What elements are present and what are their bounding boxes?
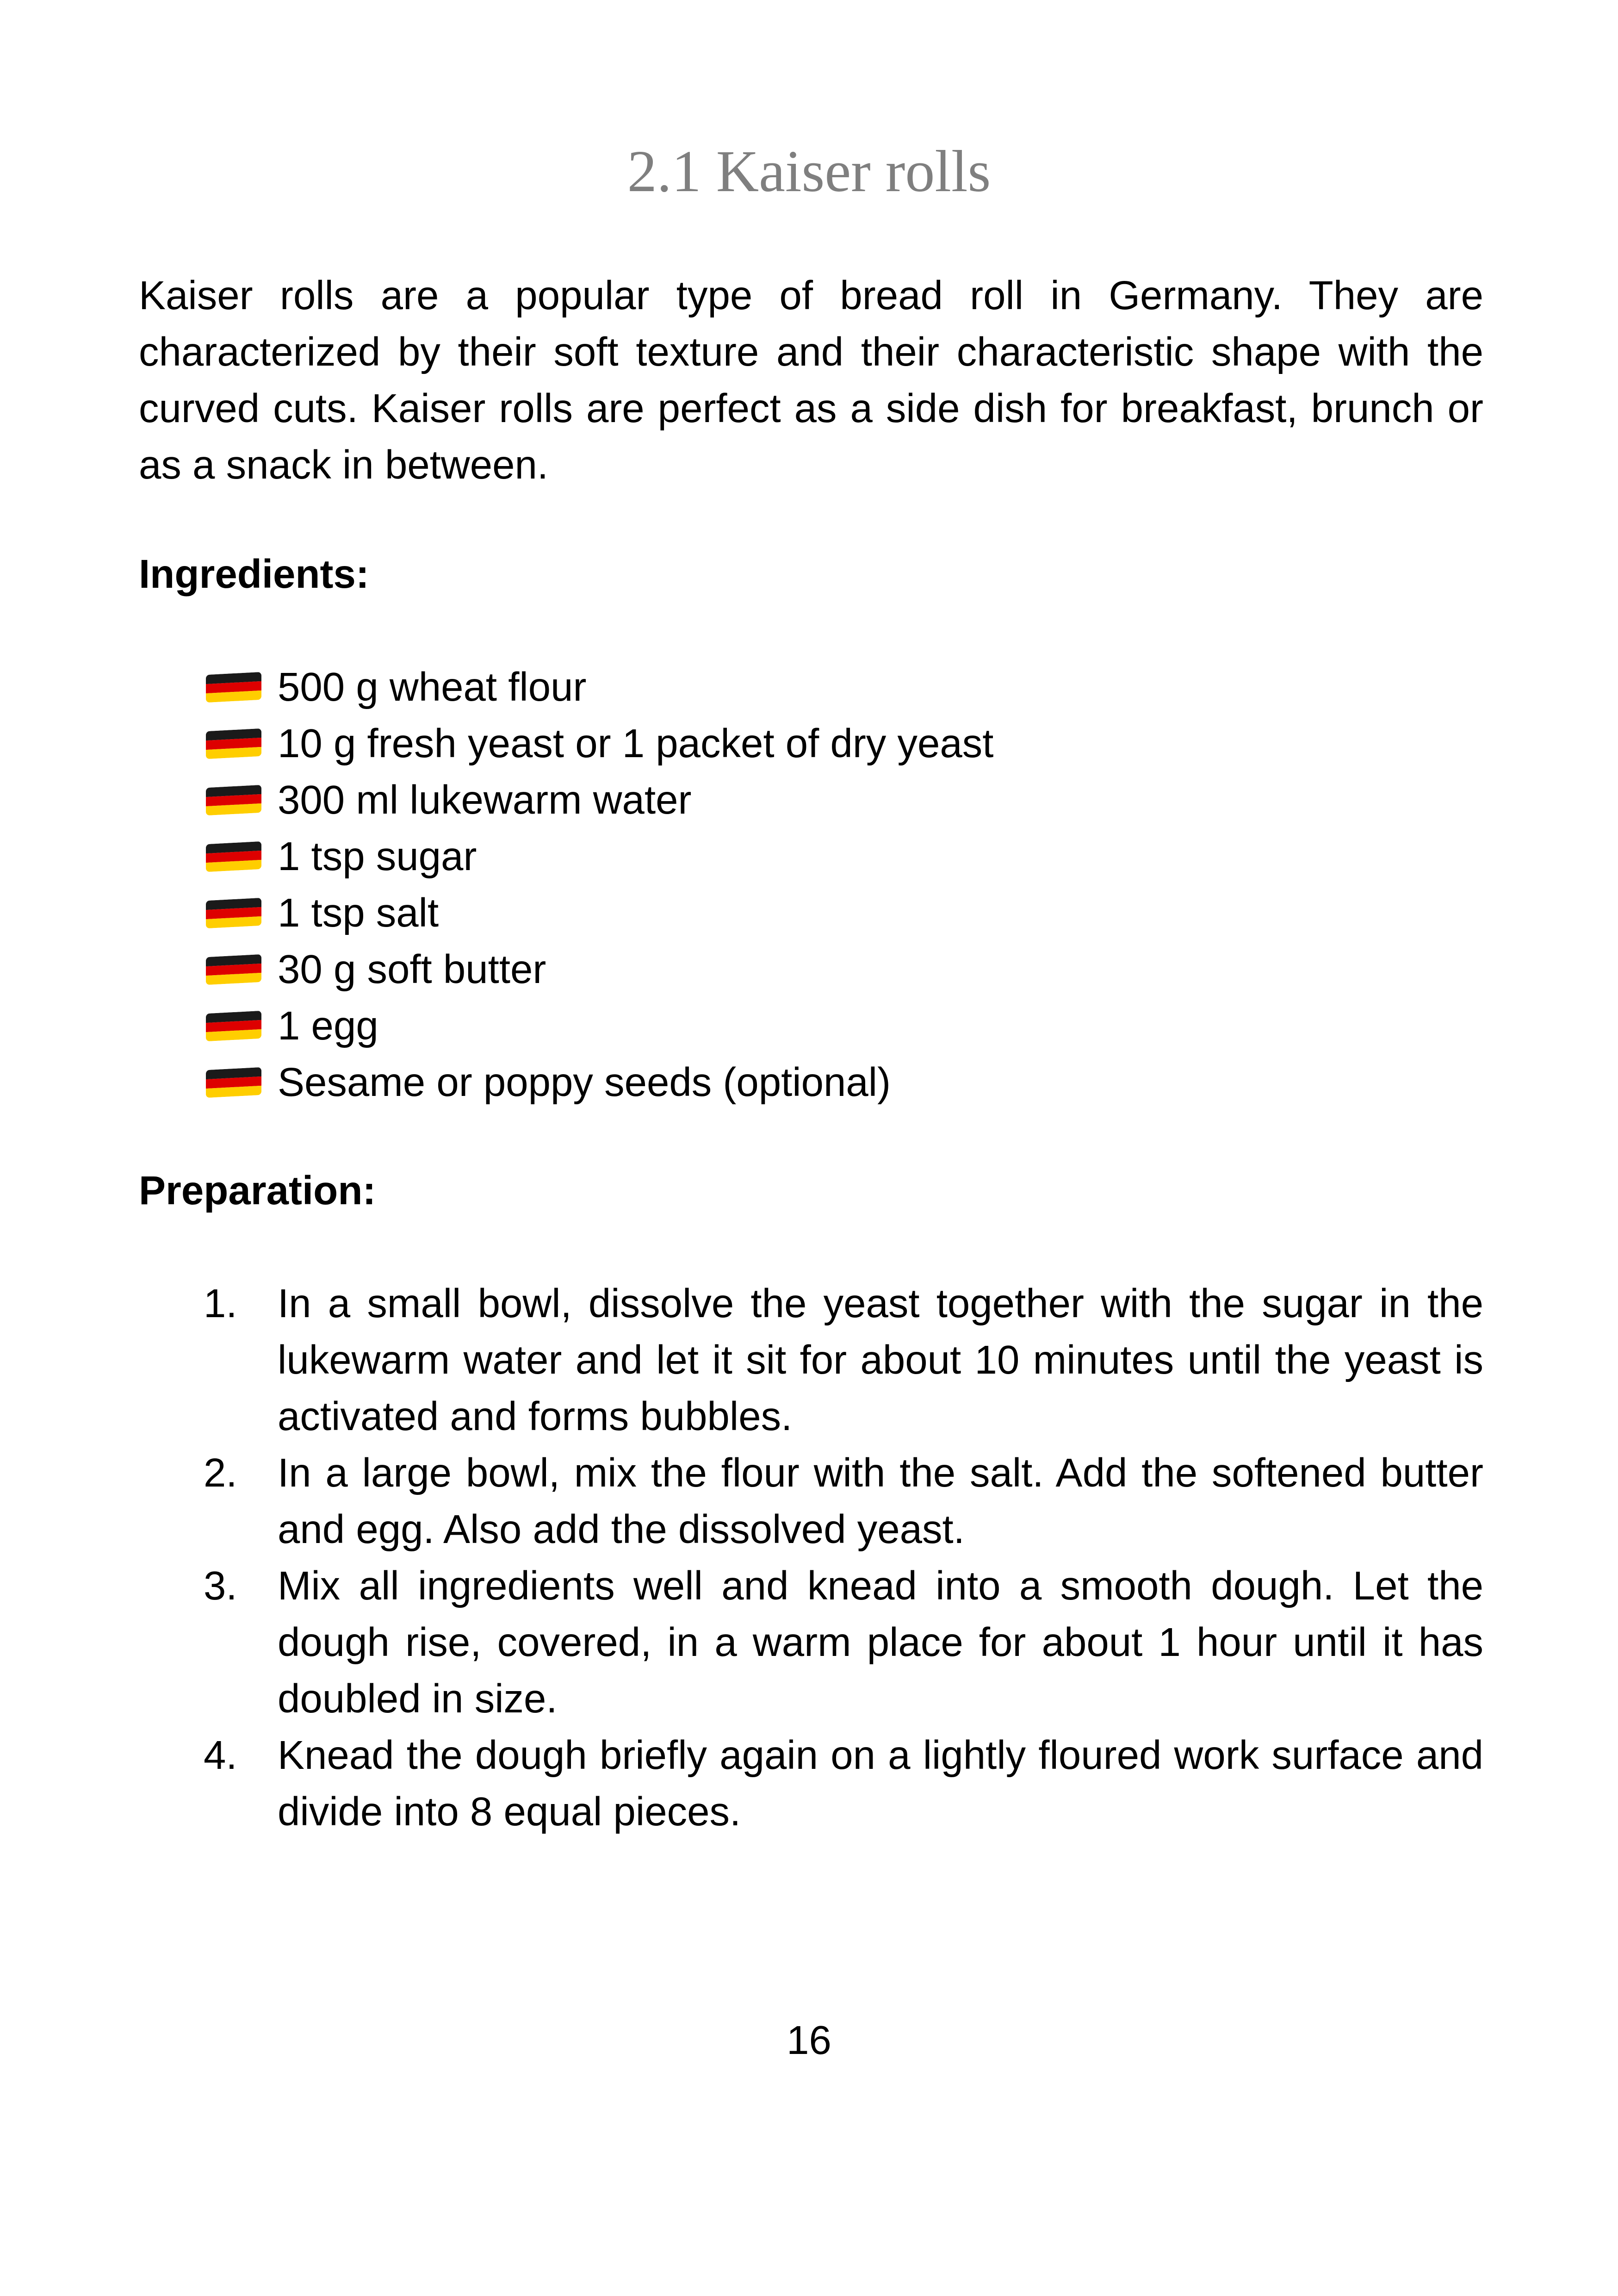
ingredient-text: 300 ml lukewarm water xyxy=(278,778,692,822)
ingredient-text: Sesame or poppy seeds (optional) xyxy=(278,1060,891,1105)
ingredients-heading: Ingredients: xyxy=(139,552,369,597)
german-flag-icon xyxy=(206,785,261,815)
preparation-step xyxy=(204,1445,1483,1558)
page-title: 2.1 Kaiser rolls xyxy=(627,138,991,204)
ingredient-item xyxy=(206,828,993,885)
ingredient-item xyxy=(206,716,993,772)
ingredient-text: 1 tsp salt xyxy=(278,890,439,935)
step-text: In a small bowl, dissolve the yeast together with the sugar in the lukewarm water and let it sit for about 10 minutes until the yeast is activated and forms bubbles. xyxy=(278,1281,1483,1439)
intro-paragraph: Kaiser rolls are a popular type of bread roll in Germany. They are characterized by their soft texture and their characteristic shape with the curved cuts. Kaiser rolls are perfect as a side dish for breakfast, brunch or as a snack in between. xyxy=(139,273,1483,487)
step-text: Mix all ingredients well and knead into a smooth dough. Let the dough rise, covered, in a warm place for about 1 hour until it has doubled in size. xyxy=(278,1563,1483,1721)
german-flag-icon xyxy=(206,1067,261,1098)
preparation-heading: Preparation: xyxy=(139,1168,376,1213)
ingredient-item xyxy=(206,772,993,828)
ingredient-text: 30 g soft butter xyxy=(278,947,546,992)
ingredient-item xyxy=(206,885,993,941)
preparation-step-list xyxy=(204,1276,1483,1840)
ingredient-list xyxy=(206,659,993,1111)
ingredient-text: 1 tsp sugar xyxy=(278,834,477,879)
step-text: In a large bowl, mix the flour with the salt. Add the softened butter and egg. Also add the dissolved yeast. xyxy=(278,1450,1483,1552)
ingredient-text: 10 g fresh yeast or 1 packet of dry yeast xyxy=(278,721,994,766)
step-number: 1. xyxy=(204,1281,237,1326)
ingredient-item xyxy=(206,998,993,1054)
ingredient-item xyxy=(206,941,993,998)
german-flag-icon xyxy=(206,841,261,872)
preparation-step xyxy=(204,1276,1483,1445)
step-number: 2. xyxy=(204,1450,237,1495)
german-flag-icon xyxy=(206,672,261,703)
step-number: 4. xyxy=(204,1733,237,1778)
step-text: Knead the dough briefly again on a lightly floured work surface and divide into 8 equal pieces. xyxy=(278,1733,1483,1834)
ingredient-text: 500 g wheat flour xyxy=(278,665,587,709)
preparation-step xyxy=(204,1727,1483,1840)
page-number: 16 xyxy=(787,2018,831,2063)
preparation-step xyxy=(204,1558,1483,1727)
german-flag-icon xyxy=(206,728,261,759)
german-flag-icon xyxy=(206,954,261,985)
ingredient-item xyxy=(206,659,993,716)
ingredient-item xyxy=(206,1054,993,1111)
step-number: 3. xyxy=(204,1563,237,1608)
ingredient-text: 1 egg xyxy=(278,1003,378,1048)
german-flag-icon xyxy=(206,898,261,928)
german-flag-icon xyxy=(206,1011,261,1041)
